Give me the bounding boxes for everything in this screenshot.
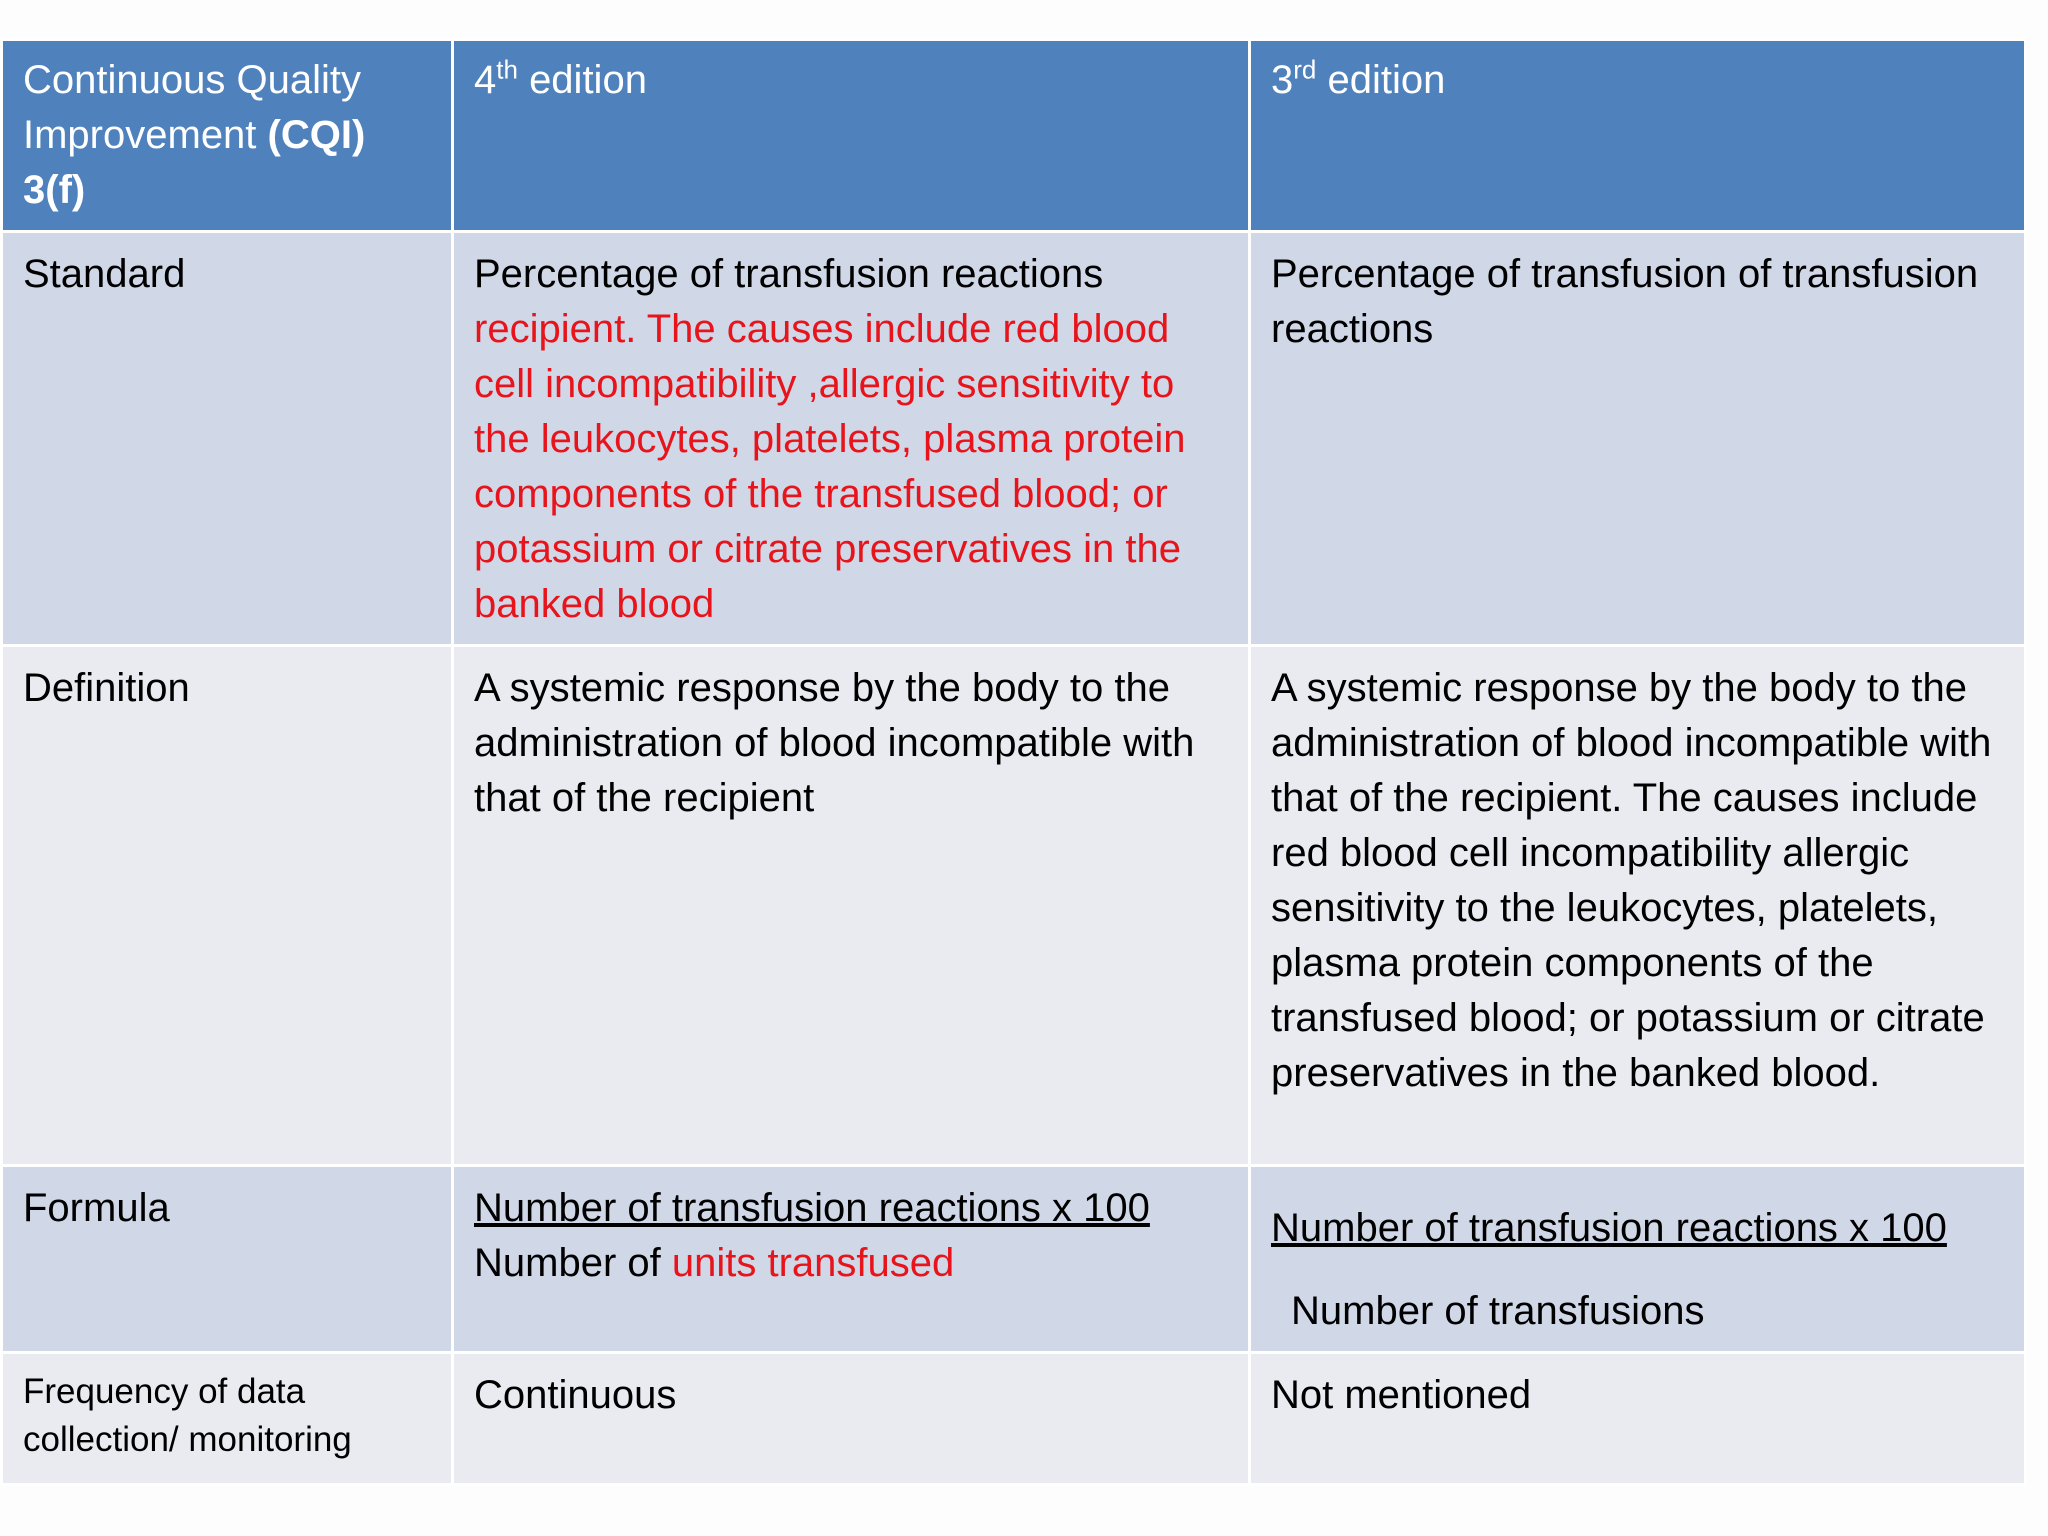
frequency-label: Frequency of data collection/ monitoring bbox=[2, 1353, 453, 1485]
formula-3rd-numerator: Number of transfusion reactions x 100 bbox=[1271, 1206, 1947, 1250]
header-cqi-text: Continuous Quality Improvement bbox=[23, 58, 361, 157]
standard-4th-added-text: recipient. The causes include red blood cell incompatibility ,allergic sensitivity to the leukocytes, platelets, plasma protein components of the transfused blood; or potassium or citrate preservatives in the banked blood bbox=[474, 307, 1186, 626]
formula-4th-denominator: Number of bbox=[474, 1241, 672, 1285]
formula-row bbox=[2, 1166, 2026, 1353]
header-cqi-cell bbox=[2, 40, 453, 232]
header-4th-label: edition bbox=[529, 58, 647, 102]
formula-4th-denominator-changed: units transfused bbox=[671, 1241, 955, 1285]
formula-label: Formula bbox=[2, 1166, 453, 1353]
header-4th-edition bbox=[453, 40, 1250, 232]
header-4th-number: 4 bbox=[474, 58, 497, 102]
header-row bbox=[2, 40, 2026, 232]
comparison-table bbox=[0, 38, 2027, 1486]
standard-row bbox=[2, 232, 2026, 646]
formula-4th-numerator: Number of transfusion reactions x 100 bbox=[474, 1186, 1150, 1230]
header-cqi-code: (CQI) 3(f) bbox=[23, 113, 366, 212]
formula-3rd-denominator: Number of transfusions bbox=[1291, 1289, 1705, 1333]
frequency-4th-cell: Continuous bbox=[453, 1353, 1250, 1485]
definition-label: Definition bbox=[2, 646, 453, 1166]
frequency-3rd-cell: Not mentioned bbox=[1250, 1353, 2026, 1485]
definition-row bbox=[2, 646, 2026, 1166]
formula-4th-cell bbox=[453, 1166, 1250, 1353]
standard-3rd-cell: Percentage of transfusion of transfusion reactions bbox=[1250, 232, 2026, 646]
standard-label: Standard bbox=[2, 232, 453, 646]
standard-4th-text: Percentage of transfusion reactions bbox=[474, 252, 1104, 296]
header-3rd-suffix: rd bbox=[1293, 54, 1317, 85]
formula-3rd-cell bbox=[1250, 1166, 2026, 1353]
header-3rd-number: 3 bbox=[1271, 58, 1294, 102]
header-4th-suffix: th bbox=[496, 54, 518, 85]
frequency-row bbox=[2, 1353, 2026, 1485]
header-3rd-label: edition bbox=[1327, 58, 1446, 102]
definition-4th-cell: A systemic response by the body to the administration of blood incompatible with that of the recipient bbox=[453, 646, 1250, 1166]
header-3rd-edition bbox=[1250, 40, 2026, 232]
definition-3rd-cell: A systemic response by the body to the administration of blood incompatible with that of the recipient. The causes include red blood cell incompatibility allergic sensitivity to the leukocytes, platelets, plasma protein components of the transfused blood; or potassium or citrate preservatives in the banked blood. bbox=[1250, 646, 2026, 1166]
standard-4th-cell bbox=[453, 232, 1250, 646]
